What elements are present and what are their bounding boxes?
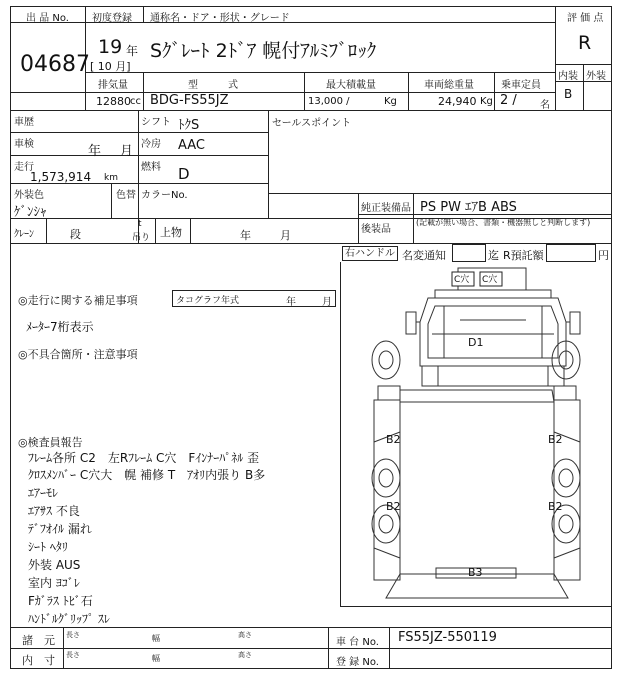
recycle-label: R預託額 [503, 249, 544, 262]
fuel-label: 燃料 [141, 162, 161, 173]
crane-hang: 吊り [132, 233, 151, 243]
handle-box [342, 246, 398, 261]
shift-label: シフト [141, 117, 171, 128]
crane-stage: 段 [70, 228, 81, 241]
mark-b2-left-upper: B2 [386, 433, 401, 446]
mileage-label: 走行 [14, 162, 34, 173]
displacement-unit: cc [130, 96, 141, 107]
mark-b3: B3 [468, 566, 483, 579]
history-label: 車歴 [14, 117, 34, 128]
mileage-unit: km [104, 173, 118, 183]
aftermarket-note: (記載が無い場合、書類・機器無しと判断します) [416, 218, 591, 227]
chassis-no: FS55JZ-550119 [398, 630, 497, 645]
mark-b2-right-upper: B2 [548, 433, 563, 446]
specs-label: 諸 元 [22, 634, 55, 647]
report-line: ｴｱｻｽ 不良 [28, 504, 80, 518]
defects-label: ◎不具合箇所・注意事項 [18, 348, 138, 361]
mileage-note-label: ◎走行に関する補足事項 [18, 294, 138, 307]
inner-width-label: 幅 [152, 654, 160, 663]
fuel-value: D [178, 165, 190, 183]
inner-height-label: 高さ [238, 651, 252, 659]
report-line: 室内 ﾖｺﾞﾚ [28, 576, 80, 590]
tachograph-label: タコグラフ年式 [176, 296, 240, 306]
mark-b2-left-lower: B2 [386, 500, 401, 513]
first-reg-year: 19 [98, 36, 123, 58]
color-code-label: カラーNo. [141, 190, 188, 201]
name-label: 通称名・ドア・形状・グレード [150, 13, 290, 24]
inspection-month-unit: 月 [120, 144, 134, 159]
shift-value: ﾄｸS [178, 118, 200, 133]
crane-ton: t [138, 219, 142, 229]
year-unit: 年 [126, 44, 139, 58]
report-line: ｼｰﾄ ﾍﾀﾘ [28, 540, 68, 554]
report-line: ﾃﾞﾌｵｲﾙ 漏れ [28, 522, 92, 536]
odometer-notice-box [452, 244, 486, 262]
upper-year-unit: 年 [240, 229, 251, 242]
first-reg-month: [ 10 月] [90, 60, 131, 73]
interior-dim-label: 内 寸 [22, 654, 55, 667]
report-line: 外装 AUS [28, 558, 81, 572]
spec-height-label: 高さ [238, 631, 252, 639]
rating-label: 評 価 点 [567, 13, 604, 24]
inspection-year-unit: 年 [88, 144, 102, 159]
equipment-value: PS PW ｴｱB ABS [420, 200, 517, 215]
ext-color-label: 外装色 [14, 190, 44, 201]
capacity-label: 乗車定員 [501, 80, 541, 91]
interior-grade-label: 内装 [558, 71, 578, 82]
max-load-value: 13,000 / [308, 96, 350, 107]
max-load-label: 最大積載量 [326, 80, 376, 91]
spec-width-label: 幅 [152, 634, 160, 643]
inspector-label: ◎検査員報告 [18, 436, 83, 449]
model-code: BDG-FS55JZ [150, 93, 229, 108]
gross-weight-unit: Kg [480, 96, 493, 107]
model-code-label: 型 式 [188, 80, 238, 91]
aftermarket-label: 後装品 [361, 224, 391, 235]
handle-value: 右ハンドル [345, 248, 395, 259]
recycle-box [546, 244, 596, 262]
ext-color-value: ｹﾞﾝｼｬ [14, 205, 47, 220]
capacity-unit: 名 [540, 100, 550, 111]
crane-label: ｸﾚｰﾝ [14, 229, 34, 240]
interior-grade: B [564, 87, 573, 101]
capacity-value: 2 / [500, 93, 517, 108]
lot-no-label: 出 品 No. [26, 13, 69, 24]
mark-b2-right-lower: B2 [548, 500, 563, 513]
sales-point-label: セールスポイント [272, 118, 352, 129]
tacho-month-unit: 月 [322, 297, 332, 308]
report-line: ﾌﾚｰﾑ各所 C2 左Rﾌﾚｰﾑ C穴 Fｲﾝﾅｰﾊﾟﾈﾙ 歪 [28, 451, 260, 465]
upper-month-unit: 月 [280, 229, 291, 242]
upper-label: 上物 [160, 226, 182, 239]
report-line: ｸﾛｽﾒﾝﾊﾞｰ C穴大 幌 補修 T ｱｵﾘ内張り B多 [28, 468, 266, 482]
max-load-unit: Kg [384, 96, 397, 107]
gross-weight-label: 車両総重量 [424, 80, 474, 91]
mark-c-hole-left: C穴 [454, 275, 470, 285]
mileage-value: 1,573,914 [30, 170, 92, 184]
truck-diagram [340, 262, 611, 606]
displacement-label: 排気量 [98, 80, 128, 91]
report-line: ｴｱｰﾓﾚ [28, 486, 59, 500]
displacement-value: 12880 [96, 95, 131, 108]
mark-c-hole-right: C穴 [482, 275, 498, 285]
color-change-label: 色替 [116, 190, 136, 201]
ac-value: AAC [178, 138, 205, 153]
tacho-year-unit: 年 [286, 297, 296, 308]
model-name: Sｸﾞﾚｰﾄ 2ﾄﾞｱ 幌付ｱﾙﾐﾌﾞﾛｯｸ [150, 40, 377, 62]
yen-unit: 円 [598, 249, 609, 262]
report-line: Fｶﾞﾗｽ ﾄﾋﾞ石 [28, 594, 93, 608]
gross-weight-value: 24,940 [438, 95, 477, 108]
mileage-note-text: ﾒｰﾀｰ7桁表示 [26, 320, 94, 334]
report-line: ﾊﾝﾄﾞﾙｸﾞﾘｯﾌﾟ ｽﾚ [28, 612, 110, 626]
chassis-no-label: 車 台 No. [336, 637, 379, 648]
mark-d1: D1 [468, 336, 484, 349]
exterior-grade-label: 外装 [586, 71, 606, 82]
reg-no-label: 登 録 No. [336, 657, 379, 668]
rating-value: R [578, 32, 592, 54]
until-mark: 迄 [488, 249, 499, 262]
odometer-notice-label: 名変通知 [402, 249, 446, 262]
inspection-label: 車検 [14, 139, 34, 150]
lot-number: 04687 [20, 52, 90, 77]
first-reg-label: 初度登録 [92, 13, 132, 24]
inner-length-label: 長さ [66, 651, 80, 659]
ac-label: 冷房 [141, 139, 161, 150]
spec-length-label: 長さ [66, 631, 80, 639]
equipment-label: 純正装備品 [361, 203, 411, 214]
